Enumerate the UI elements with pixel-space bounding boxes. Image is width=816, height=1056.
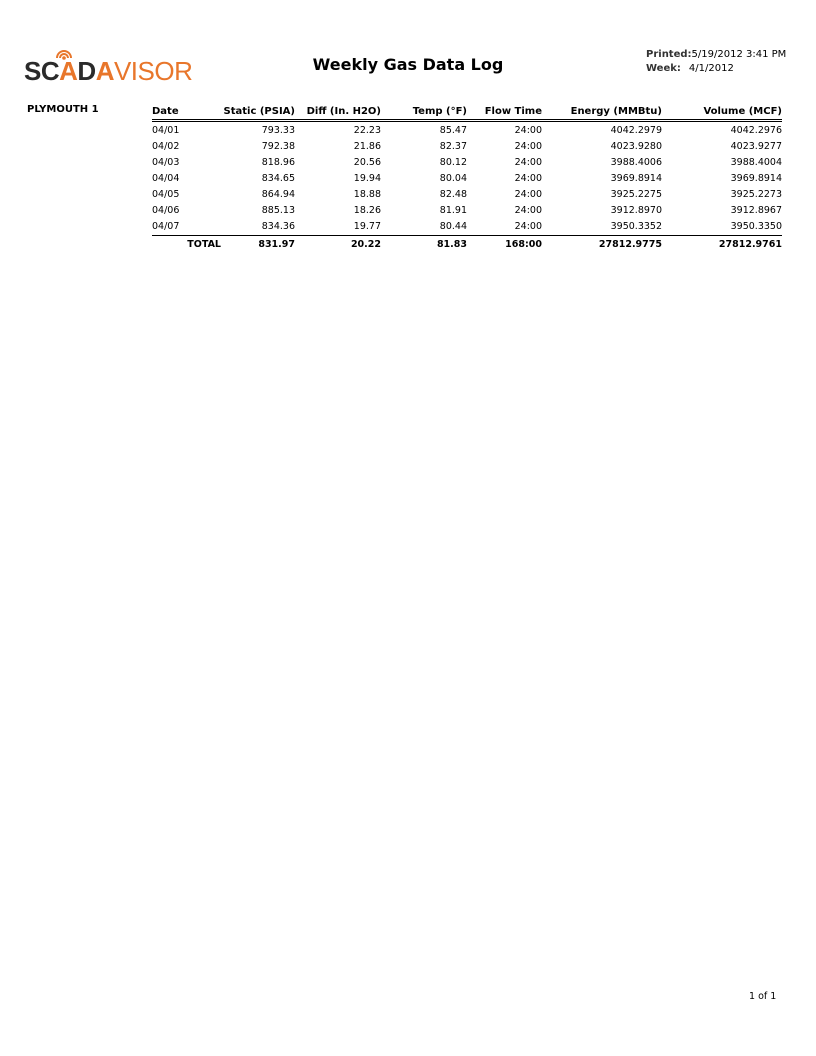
cell-static: 885.13 [261,205,295,216]
cell-energy: 3925.2275 [610,189,662,200]
cell-diff: 21.86 [353,141,381,152]
table-header-row [152,99,782,121]
cell-date: 04/02 [152,141,180,152]
cell-static: 834.65 [261,173,295,184]
table-row [152,203,782,219]
cell-date: 04/07 [152,221,180,232]
header-static: Static (PSIA) [194,99,295,121]
cell-flow-time: 24:00 [514,141,542,152]
site-name: PLYMOUTH 1 [27,104,99,115]
printed-label: Printed: [646,49,692,60]
cell-flow-time: 24:00 [514,221,542,232]
cell-volume: 4023.9277 [730,141,782,152]
cell-flow-time: 24:00 [514,157,542,168]
cell-flow-time: 24:00 [514,205,542,216]
cell-static: 792.38 [261,141,295,152]
cell-temp: 85.47 [439,125,467,136]
cell-energy: 4023.9280 [610,141,662,152]
logo-text-a: A [59,56,78,86]
table-row [152,155,782,171]
cell-volume: 3969.8914 [730,173,782,184]
header-flow-time: Flow Time [467,99,542,121]
cell-date: 04/04 [152,173,180,184]
printed-value: 5/19/2012 3:41 PM [691,49,787,60]
cell-volume: 3950.3350 [730,221,782,232]
total-temp: 81.83 [381,236,467,255]
cell-static: 793.33 [261,125,295,136]
scadavisor-logo [24,46,193,86]
total-row [152,236,782,255]
week-value: 4/1/2012 [688,63,734,74]
header-diff: Diff (In. H2O) [295,99,381,121]
cell-date: 04/06 [152,205,180,216]
total-energy: 27812.9775 [542,236,662,255]
logo-text-a2: A [95,56,114,86]
header-date: Date [152,99,194,121]
cell-temp: 80.04 [439,173,467,184]
cell-temp: 80.12 [439,157,467,168]
cell-date: 04/01 [152,125,180,136]
cell-temp: 82.48 [439,189,467,200]
report-title: Weekly Gas Data Log [312,55,504,74]
total-volume: 27812.9761 [662,236,782,255]
cell-energy: 3969.8914 [610,173,662,184]
cell-temp: 80.44 [439,221,467,232]
total-label: TOTAL [187,239,221,250]
cell-diff: 18.26 [353,205,381,216]
week-info [646,62,734,75]
logo-text-visor: VISOR [113,56,193,86]
cell-energy: 4042.2979 [610,125,662,136]
cell-volume: 3988.4004 [730,157,782,168]
cell-date: 04/03 [152,157,180,168]
cell-flow-time: 24:00 [514,173,542,184]
cell-diff: 19.94 [353,173,381,184]
cell-diff: 19.77 [353,221,381,232]
table-row [152,171,782,187]
cell-diff: 20.56 [353,157,381,168]
cell-date: 04/05 [152,189,180,200]
printed-info [646,48,786,61]
total-diff: 20.22 [295,236,381,255]
total-flow-time: 168:00 [467,236,542,255]
total-static: 831.97 [194,236,295,255]
cell-volume: 3912.8967 [730,205,782,216]
total-label-cell [152,236,221,255]
cell-volume: 4042.2976 [730,125,782,136]
cell-diff: 22.23 [353,125,381,136]
cell-flow-time: 24:00 [514,125,542,136]
cell-energy: 3988.4006 [610,157,662,168]
cell-volume: 3925.2273 [730,189,782,200]
header-temp: Temp (°F) [381,99,467,121]
logo-text-d: D [77,56,96,86]
cell-diff: 18.88 [353,189,381,200]
table-row [152,121,782,140]
cell-temp: 81.91 [439,205,467,216]
cell-flow-time: 24:00 [514,189,542,200]
table-row [152,219,782,236]
page-number: 1 of 1 [749,991,777,1002]
logo-text-sc: SC [24,56,60,86]
cell-static: 834.36 [261,221,295,232]
table-row [152,187,782,203]
header-energy: Energy (MMBtu) [542,99,662,121]
gas-data-table [152,99,782,254]
table-row [152,139,782,155]
header-volume: Volume (MCF) [662,99,782,121]
cell-static: 818.96 [261,157,295,168]
cell-energy: 3912.8970 [610,205,662,216]
cell-energy: 3950.3352 [610,221,662,232]
cell-static: 864.94 [261,189,295,200]
week-label: Week: [646,63,681,74]
cell-temp: 82.37 [439,141,467,152]
